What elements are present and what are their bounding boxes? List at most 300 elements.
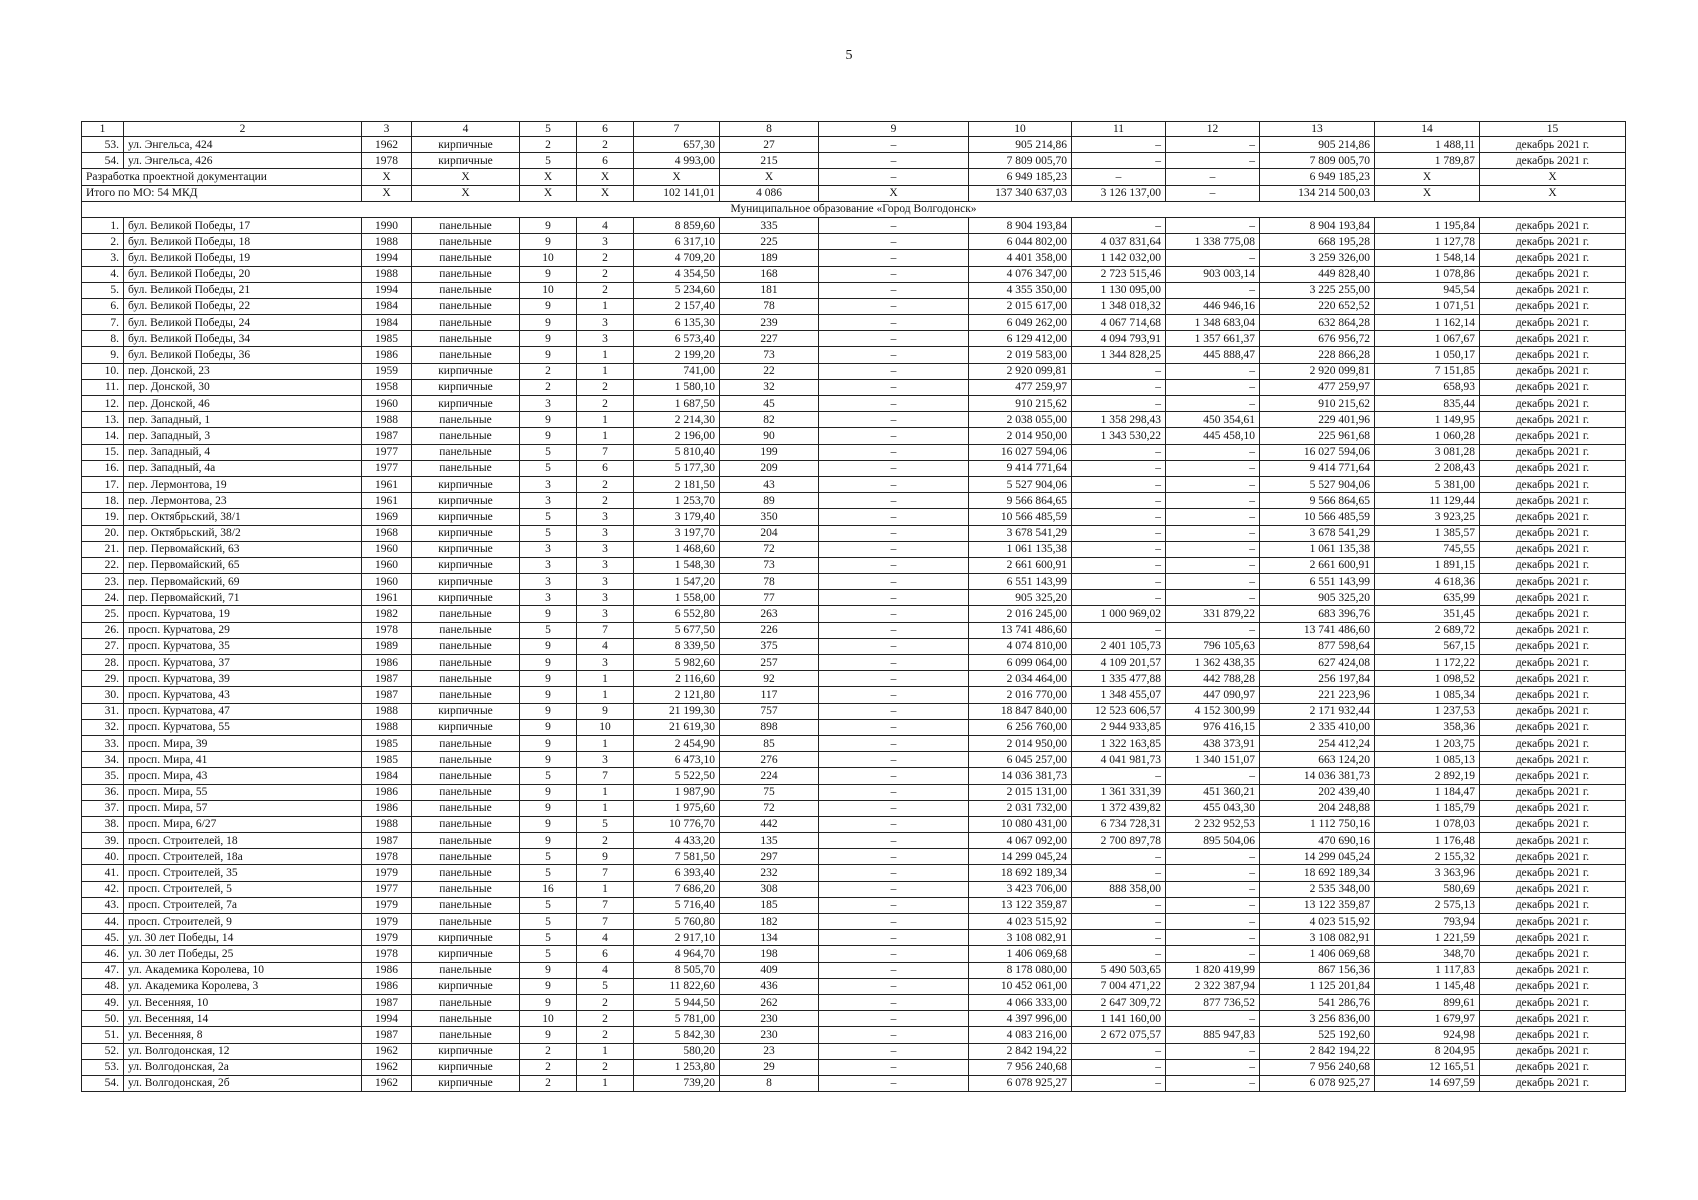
regional-cell: – xyxy=(1166,137,1260,153)
owners-cell: 2 335 410,00 xyxy=(1260,719,1375,735)
deadline-cell: декабрь 2021 г. xyxy=(1480,994,1626,1010)
fund-cell: 2 401 105,73 xyxy=(1072,638,1166,654)
col9-cell: – xyxy=(819,784,969,800)
owners-cell: 229 401,96 xyxy=(1260,412,1375,428)
entrances-cell: 9 xyxy=(577,703,634,719)
owners-cell: 905 325,20 xyxy=(1260,590,1375,606)
year-cell: 1961 xyxy=(362,476,412,492)
owners-cell: 676 956,72 xyxy=(1260,331,1375,347)
unit-cost-cell: 1 891,15 xyxy=(1375,557,1480,573)
col9-cell: – xyxy=(819,978,969,994)
deadline-cell: декабрь 2021 г. xyxy=(1480,137,1626,153)
row-number: 34. xyxy=(82,752,124,768)
area-cell: 4 433,20 xyxy=(634,833,720,849)
residents-cell: 226 xyxy=(720,622,819,638)
floors-cell: 10 xyxy=(520,250,577,266)
col9-cell: – xyxy=(819,590,969,606)
material-cell: панельные xyxy=(412,444,520,460)
cost-total-cell: 2 920 099,81 xyxy=(969,363,1072,379)
cost-total-cell: 13 122 359,87 xyxy=(969,897,1072,913)
address-cell: бул. Великой Победы, 22 xyxy=(124,298,362,314)
fund-cell: – xyxy=(1072,897,1166,913)
col9-cell: – xyxy=(819,379,969,395)
year-cell: 1978 xyxy=(362,153,412,169)
owners-cell: 525 192,60 xyxy=(1260,1027,1375,1043)
column-header: 15 xyxy=(1480,122,1626,137)
address-cell: пер. Лермонтова, 23 xyxy=(124,493,362,509)
deadline-cell: декабрь 2021 г. xyxy=(1480,1059,1626,1075)
row-number: 51. xyxy=(82,1027,124,1043)
owners-cell: 627 424,08 xyxy=(1260,655,1375,671)
table-row xyxy=(82,687,1626,703)
address-cell: бул. Великой Победы, 24 xyxy=(124,315,362,331)
column-header: 12 xyxy=(1166,122,1260,137)
unit-cost-cell: 1 221,59 xyxy=(1375,930,1480,946)
material-cell: кирпичные xyxy=(412,1059,520,1075)
unit-cost-cell: 2 155,32 xyxy=(1375,849,1480,865)
cost-total-cell: 3 108 082,91 xyxy=(969,930,1072,946)
regional-cell: 451 360,21 xyxy=(1166,784,1260,800)
entrances-cell: 1 xyxy=(577,412,634,428)
row-number: 22. xyxy=(82,557,124,573)
owners-cell: 9 414 771,64 xyxy=(1260,460,1375,476)
col9-cell: – xyxy=(819,525,969,541)
unit-cost-cell: 2 689,72 xyxy=(1375,622,1480,638)
regional-cell: – xyxy=(1166,590,1260,606)
material-cell: кирпичные xyxy=(412,476,520,492)
cost-total-cell: 6 551 143,99 xyxy=(969,574,1072,590)
entrances-cell: 7 xyxy=(577,897,634,913)
floors-cell: 9 xyxy=(520,735,577,751)
address-cell: пер. Октябрьский, 38/1 xyxy=(124,509,362,525)
floors-cell: 9 xyxy=(520,655,577,671)
cost-total-cell: 10 080 431,00 xyxy=(969,816,1072,832)
floors-cell: 5 xyxy=(520,444,577,460)
table-row xyxy=(82,768,1626,784)
year-cell: 1962 xyxy=(362,1043,412,1059)
floors-cell: 3 xyxy=(520,590,577,606)
year-cell: 1987 xyxy=(362,994,412,1010)
deadline-cell: декабрь 2021 г. xyxy=(1480,525,1626,541)
floors-cell: 3 xyxy=(520,396,577,412)
summary-cell: X xyxy=(577,185,634,201)
row-number: 53. xyxy=(82,1059,124,1075)
fund-cell: – xyxy=(1072,557,1166,573)
regional-cell: 4 152 300,99 xyxy=(1166,703,1260,719)
col9-cell: – xyxy=(819,1027,969,1043)
area-cell: 1 580,10 xyxy=(634,379,720,395)
table-row xyxy=(82,282,1626,298)
deadline-cell: декабрь 2021 г. xyxy=(1480,752,1626,768)
owners-cell: 254 412,24 xyxy=(1260,735,1375,751)
entrances-cell: 3 xyxy=(577,509,634,525)
row-number: 20. xyxy=(82,525,124,541)
floors-cell: 5 xyxy=(520,914,577,930)
entrances-cell: 7 xyxy=(577,622,634,638)
column-header: 9 xyxy=(819,122,969,137)
fund-cell: – xyxy=(1072,1075,1166,1091)
regional-cell: – xyxy=(1166,1059,1260,1075)
year-cell: 1986 xyxy=(362,962,412,978)
col9-cell: – xyxy=(819,266,969,282)
unit-cost-cell: 2 575,13 xyxy=(1375,897,1480,913)
address-cell: пер. Западный, 4а xyxy=(124,460,362,476)
material-cell: панельные xyxy=(412,282,520,298)
deadline-cell: декабрь 2021 г. xyxy=(1480,800,1626,816)
unit-cost-cell: 1 060,28 xyxy=(1375,428,1480,444)
unit-cost-cell: 348,70 xyxy=(1375,946,1480,962)
table-row xyxy=(82,1027,1626,1043)
address-cell: просп. Строителей, 35 xyxy=(124,865,362,881)
residents-cell: 239 xyxy=(720,315,819,331)
residents-cell: 308 xyxy=(720,881,819,897)
residents-cell: 436 xyxy=(720,978,819,994)
deadline-cell: декабрь 2021 г. xyxy=(1480,363,1626,379)
year-cell: 1984 xyxy=(362,768,412,784)
deadline-cell: декабрь 2021 г. xyxy=(1480,509,1626,525)
table-row xyxy=(82,347,1626,363)
cost-total-cell: 4 083 216,00 xyxy=(969,1027,1072,1043)
material-cell: панельные xyxy=(412,298,520,314)
address-cell: просп. Курчатова, 39 xyxy=(124,671,362,687)
col9-cell: – xyxy=(819,752,969,768)
entrances-cell: 1 xyxy=(577,784,634,800)
fund-cell: 4 094 793,91 xyxy=(1072,331,1166,347)
deadline-cell: декабрь 2021 г. xyxy=(1480,606,1626,622)
fund-cell: – xyxy=(1072,509,1166,525)
col9-cell: – xyxy=(819,412,969,428)
residents-cell: 72 xyxy=(720,800,819,816)
column-header: 14 xyxy=(1375,122,1480,137)
area-cell: 1 548,30 xyxy=(634,557,720,573)
year-cell: 1959 xyxy=(362,363,412,379)
unit-cost-cell: 4 618,36 xyxy=(1375,574,1480,590)
col9-cell: – xyxy=(819,217,969,233)
residents-cell: 297 xyxy=(720,849,819,865)
address-cell: пер. Западный, 1 xyxy=(124,412,362,428)
owners-cell: 470 690,16 xyxy=(1260,833,1375,849)
fund-cell: 7 004 471,22 xyxy=(1072,978,1166,994)
unit-cost-cell: 1 679,97 xyxy=(1375,1011,1480,1027)
owners-cell: 1 406 069,68 xyxy=(1260,946,1375,962)
fund-cell: 888 358,00 xyxy=(1072,881,1166,897)
deadline-cell: декабрь 2021 г. xyxy=(1480,962,1626,978)
address-cell: просп. Курчатова, 55 xyxy=(124,719,362,735)
address-cell: просп. Курчатова, 29 xyxy=(124,622,362,638)
area-cell: 580,20 xyxy=(634,1043,720,1059)
fund-cell: 1 344 828,25 xyxy=(1072,347,1166,363)
area-cell: 6 552,80 xyxy=(634,606,720,622)
area-cell: 4 993,00 xyxy=(634,153,720,169)
cost-total-cell: 6 078 925,27 xyxy=(969,1075,1072,1091)
unit-cost-cell: 3 923,25 xyxy=(1375,509,1480,525)
cost-total-cell: 910 215,62 xyxy=(969,396,1072,412)
col9-cell: – xyxy=(819,541,969,557)
area-cell: 2 196,00 xyxy=(634,428,720,444)
owners-cell: 683 396,76 xyxy=(1260,606,1375,622)
year-cell: 1978 xyxy=(362,946,412,962)
floors-cell: 9 xyxy=(520,347,577,363)
regional-cell: – xyxy=(1166,1011,1260,1027)
area-cell: 21 619,30 xyxy=(634,719,720,735)
year-cell: 1961 xyxy=(362,493,412,509)
floors-cell: 9 xyxy=(520,800,577,816)
deadline-cell: декабрь 2021 г. xyxy=(1480,298,1626,314)
col9-cell: – xyxy=(819,234,969,250)
regional-cell: 331 879,22 xyxy=(1166,606,1260,622)
column-header: 8 xyxy=(720,122,819,137)
fund-cell: – xyxy=(1072,914,1166,930)
cost-total-cell: 905 214,86 xyxy=(969,137,1072,153)
entrances-cell: 2 xyxy=(577,250,634,266)
year-cell: 1977 xyxy=(362,881,412,897)
row-number: 25. xyxy=(82,606,124,622)
material-cell: панельные xyxy=(412,865,520,881)
fund-cell: 2 944 933,85 xyxy=(1072,719,1166,735)
col9-cell: – xyxy=(819,282,969,298)
material-cell: панельные xyxy=(412,1027,520,1043)
owners-cell: 3 225 255,00 xyxy=(1260,282,1375,298)
table-row xyxy=(82,914,1626,930)
cost-total-cell: 1 061 135,38 xyxy=(969,541,1072,557)
address-cell: пер. Лермонтова, 19 xyxy=(124,476,362,492)
floors-cell: 9 xyxy=(520,315,577,331)
row-number: 6. xyxy=(82,298,124,314)
col9-cell: – xyxy=(819,347,969,363)
deadline-cell: декабрь 2021 г. xyxy=(1480,638,1626,654)
cost-total-cell: 4 066 333,00 xyxy=(969,994,1072,1010)
fund-cell: 2 700 897,78 xyxy=(1072,833,1166,849)
deadline-cell: декабрь 2021 г. xyxy=(1480,1075,1626,1091)
row-number: 40. xyxy=(82,849,124,865)
column-header: 7 xyxy=(634,122,720,137)
floors-cell: 3 xyxy=(520,541,577,557)
col9-cell: – xyxy=(819,476,969,492)
floors-cell: 5 xyxy=(520,525,577,541)
unit-cost-cell: 8 204,95 xyxy=(1375,1043,1480,1059)
residents-cell: 350 xyxy=(720,509,819,525)
regional-cell: – xyxy=(1166,525,1260,541)
residents-cell: 43 xyxy=(720,476,819,492)
fund-cell: 1 358 298,43 xyxy=(1072,412,1166,428)
row-number: 13. xyxy=(82,412,124,428)
address-cell: просп. Строителей, 7а xyxy=(124,897,362,913)
owners-cell: 13 122 359,87 xyxy=(1260,897,1375,913)
material-cell: панельные xyxy=(412,1011,520,1027)
entrances-cell: 1 xyxy=(577,735,634,751)
material-cell: панельные xyxy=(412,735,520,751)
address-cell: бул. Великой Победы, 21 xyxy=(124,282,362,298)
unit-cost-cell: 1 145,48 xyxy=(1375,978,1480,994)
fund-cell: – xyxy=(1072,849,1166,865)
row-number: 50. xyxy=(82,1011,124,1027)
deadline-cell: декабрь 2021 г. xyxy=(1480,590,1626,606)
address-cell: пер. Западный, 4 xyxy=(124,444,362,460)
cost-total-cell: 2 016 245,00 xyxy=(969,606,1072,622)
residents-cell: 225 xyxy=(720,234,819,250)
residents-cell: 73 xyxy=(720,557,819,573)
year-cell: 1977 xyxy=(362,460,412,476)
area-cell: 7 686,20 xyxy=(634,881,720,897)
year-cell: 1979 xyxy=(362,930,412,946)
regional-cell: 455 043,30 xyxy=(1166,800,1260,816)
section-title: Муниципальное образование «Город Волгодонск» xyxy=(82,201,1626,217)
regional-cell: 1 338 775,08 xyxy=(1166,234,1260,250)
year-cell: 1979 xyxy=(362,865,412,881)
table-row xyxy=(82,493,1626,509)
material-cell: кирпичные xyxy=(412,525,520,541)
deadline-cell: декабрь 2021 г. xyxy=(1480,865,1626,881)
deadline-cell: декабрь 2021 г. xyxy=(1480,833,1626,849)
unit-cost-cell: 1 203,75 xyxy=(1375,735,1480,751)
deadline-cell: декабрь 2021 г. xyxy=(1480,347,1626,363)
entrances-cell: 1 xyxy=(577,881,634,897)
residents-cell: 78 xyxy=(720,298,819,314)
cost-total-cell: 10 566 485,59 xyxy=(969,509,1072,525)
material-cell: панельные xyxy=(412,412,520,428)
floors-cell: 9 xyxy=(520,1027,577,1043)
material-cell: кирпичные xyxy=(412,978,520,994)
deadline-cell: декабрь 2021 г. xyxy=(1480,476,1626,492)
residents-cell: 442 xyxy=(720,816,819,832)
col9-cell: – xyxy=(819,250,969,266)
regional-cell: – xyxy=(1166,865,1260,881)
address-cell: просп. Мира, 41 xyxy=(124,752,362,768)
residents-cell: 335 xyxy=(720,217,819,233)
unit-cost-cell: 1 078,03 xyxy=(1375,816,1480,832)
residents-cell: 224 xyxy=(720,768,819,784)
residents-cell: 227 xyxy=(720,331,819,347)
entrances-cell: 3 xyxy=(577,234,634,250)
table-row xyxy=(82,428,1626,444)
col9-cell: – xyxy=(819,914,969,930)
year-cell: 1982 xyxy=(362,606,412,622)
design-docs-row xyxy=(82,169,1626,185)
regional-cell: 796 105,63 xyxy=(1166,638,1260,654)
row-number: 21. xyxy=(82,541,124,557)
area-cell: 10 776,70 xyxy=(634,816,720,832)
regional-cell: 976 416,15 xyxy=(1166,719,1260,735)
owners-cell: 9 566 864,65 xyxy=(1260,493,1375,509)
col9-cell: – xyxy=(819,1011,969,1027)
residents-cell: 189 xyxy=(720,250,819,266)
unit-cost-cell: 1 237,53 xyxy=(1375,703,1480,719)
fund-cell: 1 141 160,00 xyxy=(1072,1011,1166,1027)
residents-cell: 85 xyxy=(720,735,819,751)
residents-cell: 182 xyxy=(720,914,819,930)
address-cell: пер. Первомайский, 71 xyxy=(124,590,362,606)
entrances-cell: 2 xyxy=(577,994,634,1010)
material-cell: кирпичные xyxy=(412,137,520,153)
entrances-cell: 6 xyxy=(577,153,634,169)
year-cell: 1960 xyxy=(362,574,412,590)
area-cell: 2 181,50 xyxy=(634,476,720,492)
owners-cell: 221 223,96 xyxy=(1260,687,1375,703)
entrances-cell: 1 xyxy=(577,687,634,703)
deadline-cell: декабрь 2021 г. xyxy=(1480,412,1626,428)
address-cell: просп. Мира, 57 xyxy=(124,800,362,816)
row-number: 17. xyxy=(82,476,124,492)
owners-cell: 1 125 201,84 xyxy=(1260,978,1375,994)
area-cell: 4 964,70 xyxy=(634,946,720,962)
residents-cell: 262 xyxy=(720,994,819,1010)
material-cell: панельные xyxy=(412,606,520,622)
owners-cell: 632 864,28 xyxy=(1260,315,1375,331)
residents-cell: 89 xyxy=(720,493,819,509)
owners-cell: 3 108 082,91 xyxy=(1260,930,1375,946)
fund-cell: 4 109 201,57 xyxy=(1072,655,1166,671)
row-number: 23. xyxy=(82,574,124,590)
summary-cell: – xyxy=(1166,169,1260,185)
material-cell: панельные xyxy=(412,768,520,784)
owners-cell: 18 692 189,34 xyxy=(1260,865,1375,881)
table-row xyxy=(82,590,1626,606)
area-cell: 1 975,60 xyxy=(634,800,720,816)
area-cell: 1 253,80 xyxy=(634,1059,720,1075)
residents-cell: 257 xyxy=(720,655,819,671)
floors-cell: 9 xyxy=(520,784,577,800)
unit-cost-cell: 1 098,52 xyxy=(1375,671,1480,687)
area-cell: 5 944,50 xyxy=(634,994,720,1010)
cost-total-cell: 2 015 617,00 xyxy=(969,298,1072,314)
area-cell: 741,00 xyxy=(634,363,720,379)
owners-cell: 3 259 326,00 xyxy=(1260,250,1375,266)
summary-cell: X xyxy=(634,169,720,185)
table-row xyxy=(82,946,1626,962)
floors-cell: 2 xyxy=(520,137,577,153)
table-row xyxy=(82,655,1626,671)
summary-label: Итого по МО: 54 МКД xyxy=(82,185,362,201)
table-row xyxy=(82,557,1626,573)
floors-cell: 2 xyxy=(520,1043,577,1059)
row-number: 14. xyxy=(82,428,124,444)
table-row xyxy=(82,622,1626,638)
column-header: 13 xyxy=(1260,122,1375,137)
col9-cell: – xyxy=(819,1075,969,1091)
regional-cell: 1 340 151,07 xyxy=(1166,752,1260,768)
table-row xyxy=(82,978,1626,994)
floors-cell: 5 xyxy=(520,153,577,169)
owners-cell: 477 259,97 xyxy=(1260,379,1375,395)
floors-cell: 2 xyxy=(520,1059,577,1075)
col9-cell: – xyxy=(819,137,969,153)
unit-cost-cell: 1 172,22 xyxy=(1375,655,1480,671)
deadline-cell: декабрь 2021 г. xyxy=(1480,574,1626,590)
owners-cell: 668 195,28 xyxy=(1260,234,1375,250)
material-cell: кирпичные xyxy=(412,153,520,169)
regional-cell: 1 348 683,04 xyxy=(1166,315,1260,331)
residents-cell: 198 xyxy=(720,946,819,962)
deadline-cell: декабрь 2021 г. xyxy=(1480,719,1626,735)
row-number: 54. xyxy=(82,1075,124,1091)
col9-cell: – xyxy=(819,881,969,897)
table-row xyxy=(82,541,1626,557)
fund-cell: 2 647 309,72 xyxy=(1072,994,1166,1010)
residents-cell: 199 xyxy=(720,444,819,460)
summary-cell: 6 949 185,23 xyxy=(1260,169,1375,185)
table-row xyxy=(82,865,1626,881)
row-number: 43. xyxy=(82,897,124,913)
regional-cell: – xyxy=(1166,914,1260,930)
row-number: 26. xyxy=(82,622,124,638)
entrances-cell: 3 xyxy=(577,752,634,768)
area-cell: 5 677,50 xyxy=(634,622,720,638)
entrances-cell: 1 xyxy=(577,1043,634,1059)
deadline-cell: декабрь 2021 г. xyxy=(1480,234,1626,250)
entrances-cell: 1 xyxy=(577,800,634,816)
year-cell: 1988 xyxy=(362,266,412,282)
col9-cell: – xyxy=(819,719,969,735)
